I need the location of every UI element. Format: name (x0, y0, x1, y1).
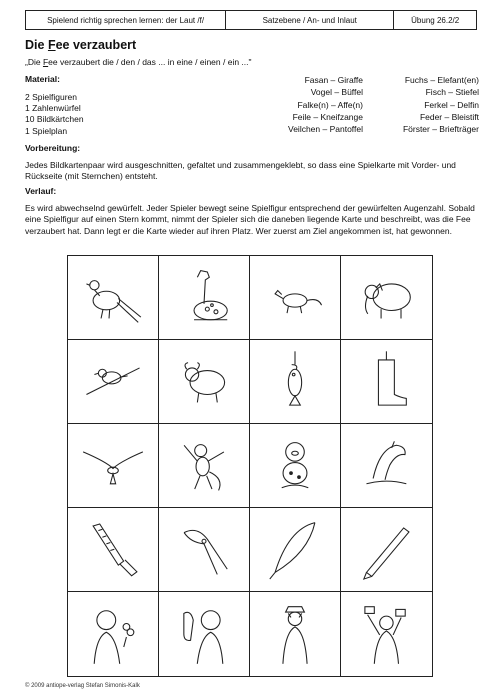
buffalo-icon (168, 348, 240, 414)
picture-card (159, 508, 250, 592)
page-title: Die Fee verzaubert (25, 38, 137, 52)
boy-slipper-icon (168, 600, 240, 667)
procedure-text: Es wird abwechselnd gewürfelt. Jeder Spieler bewegt seine Spielfigur entsprechend der gewürfelten Augenzahl. Sobald eine Spielfigur auf einen Stern kommt, nimmt der Spieler sich die daneben liegende Karte und beschreibt, was die Fee verzaubert hat. Dann legt er die Karte wieder auf ihren Platz. Wer zuerst am Ziel angekommen ist, hat gewonnen. (25, 203, 475, 236)
word-pair-row: Feile – Kneifzange Feder – Bleistift (292, 111, 479, 122)
material-item: 10 Bildkärtchen (25, 114, 84, 125)
boy-violets-icon (77, 600, 149, 667)
picture-card (341, 592, 432, 676)
picture-card (159, 340, 250, 424)
preparation-heading: Vorbereitung: (25, 143, 81, 153)
picture-card-grid (67, 255, 433, 677)
header-level: Satzebene / An- und Inlaut (226, 11, 394, 29)
picture-card (159, 424, 250, 508)
picture-card (68, 340, 159, 424)
pincers-icon (168, 516, 240, 582)
monkey-icon (168, 432, 240, 498)
picture-card (68, 508, 159, 592)
picture-card (250, 424, 341, 508)
boot-icon (350, 348, 423, 414)
fish-icon (259, 348, 331, 414)
picture-card (250, 592, 341, 676)
procedure-heading: Verlauf: (25, 186, 57, 196)
picture-card (341, 424, 432, 508)
word-pair-row: Vogel – Büffel Fisch – Stiefel (310, 87, 479, 98)
falcon-icon (77, 432, 149, 498)
material-item: 1 Spielplan (25, 125, 68, 136)
material-list (25, 92, 84, 137)
header-topic: Spielend richtig sprechen lernen: der Laut /f/ (26, 11, 226, 29)
material-heading: Material: (25, 74, 60, 84)
header-exercise-number: Übung 26.2/2 (411, 15, 460, 25)
picture-card (341, 508, 432, 592)
forester-icon (259, 600, 331, 667)
fox-icon (259, 264, 331, 330)
picture-card (68, 592, 159, 676)
word-pair-row: Falke(n) – Affe(n) Ferkel – Delfin (297, 99, 479, 110)
elephant-icon (350, 264, 423, 330)
picture-card (250, 340, 341, 424)
dolphin-icon (350, 432, 423, 498)
picture-card (250, 256, 341, 340)
pencil-icon (350, 516, 423, 582)
word-pair-row: Fasan – Giraffe Fuchs – Elefant(en) (304, 75, 479, 85)
word-pairs-list (266, 74, 479, 135)
postman-icon (350, 600, 423, 667)
picture-card (68, 256, 159, 340)
picture-card (250, 508, 341, 592)
material-item: 2 Spielfiguren (25, 92, 77, 102)
piglet-icon (259, 432, 331, 498)
pheasant-icon (77, 264, 149, 330)
picture-card (159, 256, 250, 340)
word-pair-row: Veilchen – Pantoffel Förster – Briefträger (288, 124, 479, 135)
picture-card (341, 256, 432, 340)
material-item: 1 Zahlenwürfel (25, 103, 81, 114)
copyright-footer: © 2009 antiope-verlag Stefan Simonis-Kalk (25, 683, 140, 689)
file-tool-icon (77, 516, 149, 582)
picture-card (68, 424, 159, 508)
giraffe-icon (168, 264, 240, 330)
worksheet-header (25, 10, 477, 30)
picture-card (341, 340, 432, 424)
phrase-template: „Die Fee verzaubert die / den / das ... in eine / einen / ein ..." (25, 57, 252, 67)
preparation-text: Jedes Bildkartenpaar wird ausgeschnitten, gefaltet und zusammengeklebt, so dass eine Spielkarte mit Vorder- und Rückseite (mit Sternchen) entsteht. (25, 160, 456, 182)
picture-card (159, 592, 250, 676)
feather-icon (259, 516, 331, 582)
bird-icon (77, 348, 149, 414)
